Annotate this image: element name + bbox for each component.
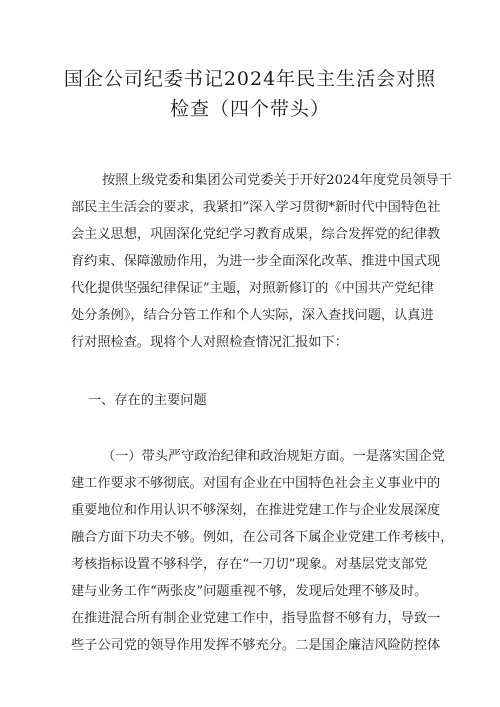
body-line-8: 些子公司党的领导作用发挥不够充分。二是国企廉洁风险防控体	[71, 638, 441, 653]
body-line-7: 在推进混合所有制企业党建工作中，指导监督不够有力，导致一	[71, 611, 441, 626]
intro-line-2: 部民主生活会的要求，我紧扣”深入学习贯彻*新时代中国特色社	[71, 200, 441, 215]
intro-line-5: 代化提供坚强纪律保证”主题，对照新修订的《中国共产党纪律	[71, 281, 434, 296]
body-line-2: 建工作要求不够彻底。对国有企业在中国特色社会主义事业中的	[71, 476, 441, 491]
intro-line-1: 按照上级党委和集团公司党委关于开好2024年度党员领导干	[102, 173, 453, 188]
intro-line-4: 育约束、保障激励作用，为进一步全面深化改革、推进中国式现	[71, 254, 441, 269]
intro-line-6: 处分条例》，结合分管工作和个人实际，深入查找问题，认真进	[71, 308, 434, 323]
body-line-6: 建与业务工作“两张皮”问题重视不够，发现后处理不够及时。	[71, 584, 428, 599]
document-title-line-1: 国企公司纪委书记2024年民主生活会对照	[63, 68, 437, 90]
intro-line-3: 会主义思想，巩固深化党纪学习教育成果，综合发挥党的纪律教	[71, 227, 441, 242]
document-title-line-2: 检查（四个带头）	[169, 98, 330, 120]
body-line-4: 融合方面下功夫不够。例如，在公司各下属企业党建工作考核中，	[71, 530, 454, 545]
body-line-5: 考核指标设置不够科学，存在“一刀切”现象。对基层党支部党	[71, 557, 428, 572]
intro-line-7: 行对照检查。现将个人对照检查情况汇报如下：	[71, 335, 348, 350]
body-line-3: 重要地位和作用认识不够深刻，在推进党建工作与企业发展深度	[71, 503, 441, 518]
section-heading: 一、存在的主要问题	[88, 393, 207, 408]
body-line-1: （一）带头严守政治纪律和政治规矩方面。一是落实国企党	[102, 449, 445, 464]
